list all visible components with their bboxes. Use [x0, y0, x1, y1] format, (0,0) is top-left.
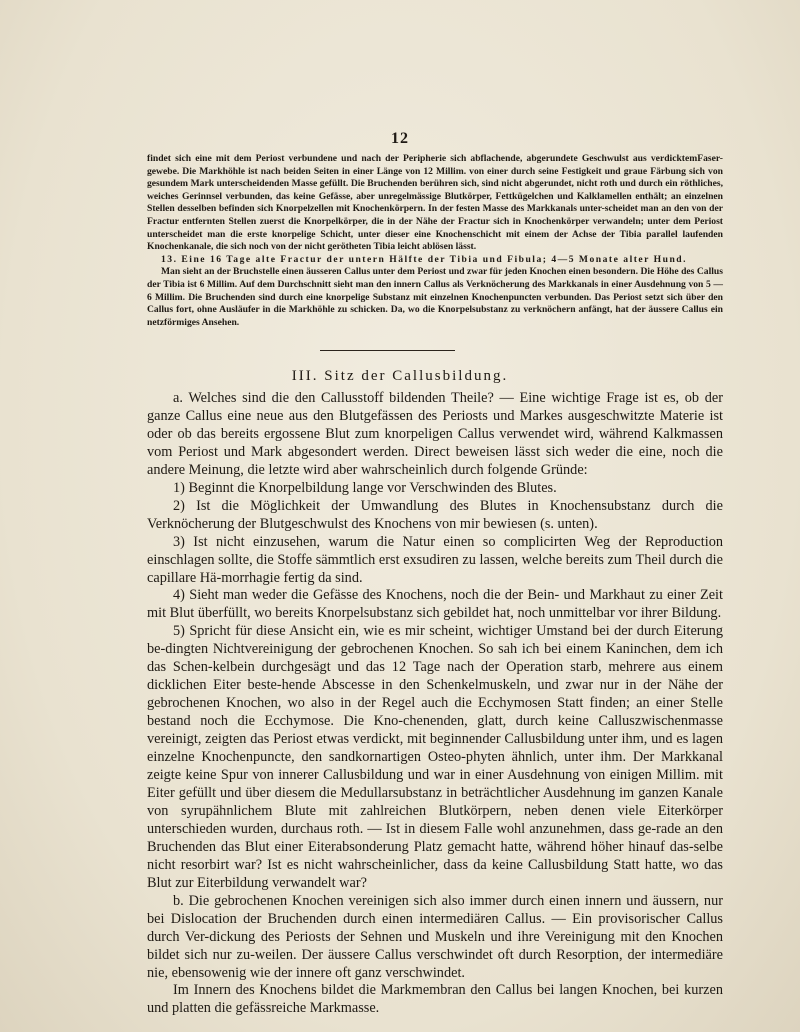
reason-item: 4) Sieht man weder die Gefässe des Knochens, noch die der Bein- und Markhaut zu einer Zeit mit Blut überfüllt, wo bereits Knorpelsubstanz sich gebildet hat, noch unmittelbar vor ihrer Bildung. [147, 587, 723, 622]
reason-item: 5) Spricht für diese Ansicht ein, wie es mir scheint, wichtiger Umstand bei der durch Eiterung be-dingten Nichtvereinigung der gebrochenen Knochen. So sah ich bei einem Kaninchen, dem ich das Schen-kelbein durchgesägt und das 12 Tage nach der Operation starb, mehrere aus einem dicklichen Eiter beste-hende Abscesse in den Schenkelmuskeln, und zwar nur in der Nähe der gebrochenen Knochen, wo also in der Regel auch die Ecchymosen Statt finden; an einer Stelle bestand noch die Ecchymose. Die Kno-chenenden, glatt, durch keine Calluszwischenmasse vereinigt, zeigten das Periost etwas verdickt, mit beginnender Callusbildung unter ihm, und es lagen einzelne Knochenpuncte, den sandkornartigen Osteo-phyten ähnlich, unter ihm. Der Markkanal zeigte keine Spur von innerer Callusbildung und war in einer Ausdehnung von einigen Millim. mit Eiter gefüllt und über diesem die Medullarsubstanz in beträchtlicher Ausdehnung im ganzen Kanale von syrupähnlichem Blute mit zahlreichen Blutkörpern, neben denen viele Eiterkörper unterschieden wurden, durchaus roth. — Ist in diesem Falle wohl anzunehmen, dass ge-rade an den Bruchenden das Blut einer Eiterabsonderung Platz gemacht hatte, während höher hinauf das-selbe nicht resorbirt war? Ist es nicht wahrscheinlicher, dass da keine Callusbildung Statt hatte, wo das Blut zur Eiterbildung verwandelt war? [147, 623, 723, 891]
body-paragraph: b. Die gebrochenen Knochen vereinigen sich also immer durch einen innern und äussern, nur bei Dislocation der Bruchenden durch einen intermediären Callus. — Ein provisorischer Callus durch Ver-dickung des Periosts der Sehnen und Muskeln und ihre Vereinigung mit den Knochen bildet sich nur zu-weilen. Der äussere Callus verschwindet oft durch Resorption, der intermediäre nie, ebensowenig wie der innere oft ganz verschwindet. [147, 892, 723, 981]
body-paragraph: Im Innern des Knochens bildet die Markmembran den Callus bei langen Knochen, bei kurzen und platten die gefässreiche Markmasse. [147, 982, 723, 1017]
section-divider [320, 350, 455, 351]
case-report-paragraph: Man sieht an der Bruchstelle einen äusseren Callus unter dem Periost und zwar für jeden Knochen einen besondern. Die Höhe des Callus der Tibia ist 6 Millim. Auf dem Durchschnitt sieht man den innern Callus als Verknöcherung des Markkanals in einer Ausdehnung von 5 — 6 Millim. Die Bruchenden sind durch eine knorpelige Substanz mit einzelnen Knochenpuncten verbunden. Das Periost setzt sich über den Callus fort, ohne Ausläufer in die Markhöhle zu schicken. Da, wo die Knorpelsubstanz zu verknöchern anfängt, hat der äussere Callus ein netzförmiges Ansehen. [147, 266, 723, 328]
case-report-paragraph: findet sich eine mit dem Periost verbundene und nach der Peripherie sich abflachende, abgerundete Geschwulst aus verdicktemFaser-gewebe. Die Markhöhle ist nach beiden Seiten in einer Länge von 12 Millim. von einer durch seine Festigkeit und graue Färbung sich von gesundem Mark unterscheidenden Masse gefüllt. Die Bruchenden berühren sich, sind nicht abgerundet, nicht roth und durch ein röthliches, weiches Gerinnsel verbunden, das keine Gefässe, aber unregelmässige Blutkörper, Fettkügelchen und Kalklamellen enthält; an einzelnen Stellen desselben befinden sich Knorpelzellen mit Knochenkörpern. In der festen Masse des Markkanals unter-scheidet man an den von der Fractur entfernten Stellen zuerst die Knorpelkörper, die in der Nähe der Fractur sich in Knochenkörper verwandeln; unter dem Periost unterscheidet man die erste knorpelige Schicht, unter dieser eine Knochenschicht mit einem der Achse der Tibia parallel laufenden Knochenkanale, die sich noch von der nicht gerötheten Tibia leicht ablösen lässt. [147, 153, 723, 253]
reason-item: 1) Beginnt die Knorpelbildung lange vor Verschwinden des Blutes. [173, 479, 557, 496]
case-heading: 13. Eine 16 Tage alte Fractur der untern Hälfte der Tibia und Fibula; 4—5 Monate alter Hund. [161, 253, 688, 265]
page-number: 12 [391, 130, 409, 147]
reason-item: 2) Ist die Möglichkeit der Umwandlung des Blutes in Knochensubstanz durch die Verknöcherung der Blutgeschwulst des Knochens von mir bewiesen (s. unten). [147, 497, 723, 532]
body-paragraph: a. Welches sind die den Callusstoff bildenden Theile? — Eine wichtige Frage ist es, ob der ganze Callus eine neue aus den Blutgefässen des Periosts und Markes ausgeschwitzte Materie ist oder ob das bereits ergossene Blut zum knorpeligen Callus verwendet wird, während Kalkmassen vom Periost und Mark abgesondert werden. Direct beweisen lässt sich weder die eine, noch die andere Meinung, die letzte wird aber wahrscheinlich durch folgende Gründe: [147, 390, 723, 478]
case-report-block [147, 153, 723, 329]
section-heading: III. Sitz der Callusbildung. [291, 368, 509, 384]
reason-item: 3) Ist nicht einzusehen, warum die Natur einen so complicirten Weg der Reproduction einschlagen sollte, die Stoffe sämmtlich erst exsudiren zu lassen, welche bereits zum Theil durch die capillare Hä-morrhagie fertig da sind. [147, 533, 723, 586]
body-text [147, 390, 723, 1018]
